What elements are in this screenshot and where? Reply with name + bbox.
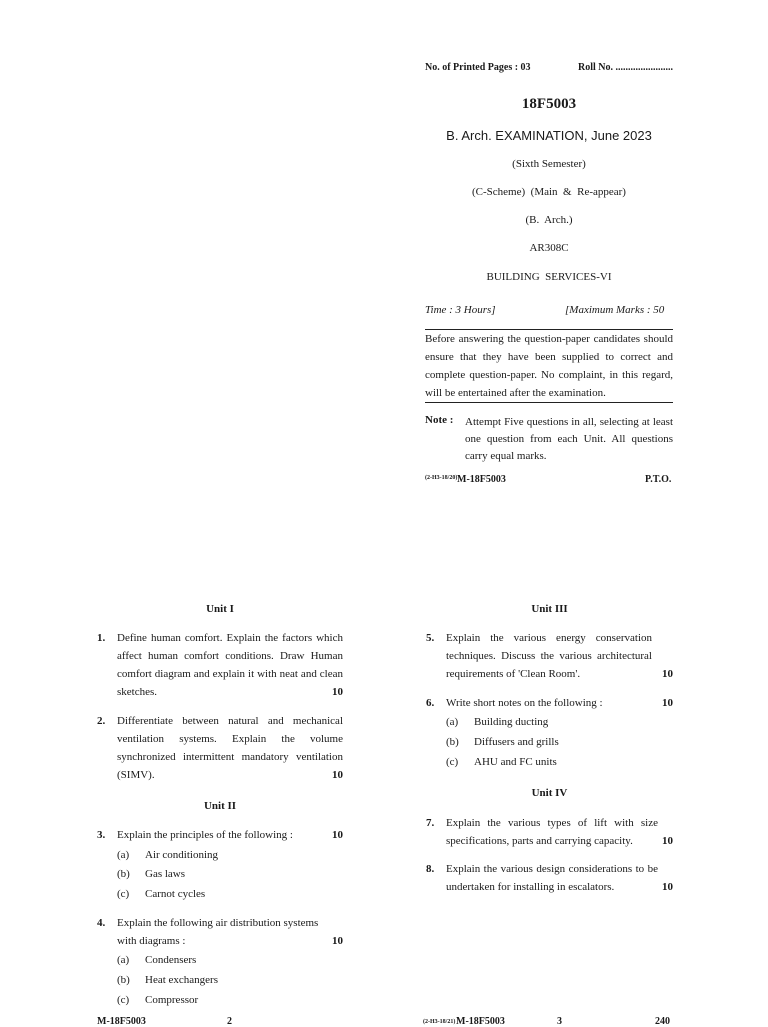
subject-code: AR308C [529, 242, 569, 254]
scheme: (C-Scheme) (Main & Re-appear) [472, 186, 626, 198]
question-marks: 10 [332, 686, 343, 698]
question-number: 4. [97, 917, 106, 929]
question-text: Explain the various types of lift with size specifications, parts and carrying capacity. [446, 817, 658, 847]
question-1 [97, 629, 343, 701]
right-page-number: 3 [557, 1016, 562, 1027]
time-allowed: Time : 3 Hours] [425, 304, 496, 316]
right-footer-small-code: (2-H3-18/21) [423, 1019, 456, 1025]
course: (B. Arch.) [525, 214, 573, 226]
paper-code: 18F5003 [521, 96, 577, 112]
subject-title: BUILDING SERVICES-VI [486, 271, 612, 283]
instructions: Before answering the question-paper candidates should ensure that they have been supplied to correct and complete question-paper. No complaint, in this regard, will be entertained after the examination. [425, 333, 673, 399]
unit-2-heading: Unit II [203, 800, 237, 812]
unit-1-heading: Unit I [206, 603, 234, 615]
question-text: Define human comfort. Explain the factors which affect human comfort conditions. Draw Human comfort diagram and explain it with neat and clean sketches. [117, 632, 343, 698]
left-page-number: 2 [227, 1016, 232, 1027]
question-marks: 10 [332, 935, 343, 947]
pto: P.T.O. [645, 474, 672, 485]
note-text: Attempt Five questions in all, selecting at least one question from each Unit. All questions carry equal marks. [465, 416, 673, 462]
question-number: 2. [97, 715, 106, 727]
semester: (Sixth Semester) [512, 158, 586, 170]
left-footer-code: M-18F5003 [97, 1016, 146, 1027]
rule-bottom [425, 402, 673, 403]
right-footer-code: M-18F5003 [456, 1016, 505, 1027]
maximum-marks: [Maximum Marks : 50 [565, 304, 665, 316]
question-text: Write short notes on the following : [446, 697, 603, 709]
question-marks: 10 [662, 697, 673, 709]
question-marks: 10 [662, 668, 673, 680]
question-number: 3. [97, 829, 106, 841]
footer-small-code: (2-H3-18/20) [425, 475, 458, 481]
roll-no: Roll No. ....................... [578, 62, 673, 73]
printed-pages: No. of Printed Pages : 03 [425, 62, 531, 73]
question-text: Explain the various energy conservation techniques. Discuss the various architectural requirements of 'Clean Room'. [446, 632, 652, 680]
question-number: 5. [426, 632, 435, 644]
question-marks: 10 [332, 829, 343, 841]
question-3 [97, 826, 343, 844]
question-marks: 10 [662, 881, 673, 893]
question-6 [426, 694, 673, 712]
question-2 [97, 712, 343, 784]
copies-count: 240 [655, 1016, 670, 1027]
question-text: Differentiate between natural and mechanical ventilation systems. Explain the volume synchronized intermittent mandatory ventilation (SIMV). [117, 715, 343, 781]
question-5 [426, 629, 673, 683]
question-marks: 10 [662, 835, 673, 847]
unit-4-heading: Unit IV [531, 787, 568, 799]
question-7 [426, 814, 673, 850]
question-number: 1. [97, 632, 106, 644]
question-text: Explain the following air distribution systems with diagrams : [117, 917, 319, 947]
question-marks: 10 [332, 769, 343, 781]
question-text: Explain the principles of the following : [117, 829, 293, 841]
question-number: 8. [426, 863, 435, 875]
exam-title: B. Arch. EXAMINATION, June 2023 [446, 128, 652, 143]
question-number: 6. [426, 697, 435, 709]
question-8 [426, 860, 673, 896]
question-number: 7. [426, 817, 435, 829]
note-label: Note : [425, 414, 454, 426]
unit-3-heading: Unit III [531, 603, 568, 615]
footer-paper-code: M-18F5003 [457, 474, 506, 485]
question-4 [97, 914, 343, 950]
question-text: Explain the various design considerations to be undertaken for installing in escalators. [446, 863, 658, 893]
